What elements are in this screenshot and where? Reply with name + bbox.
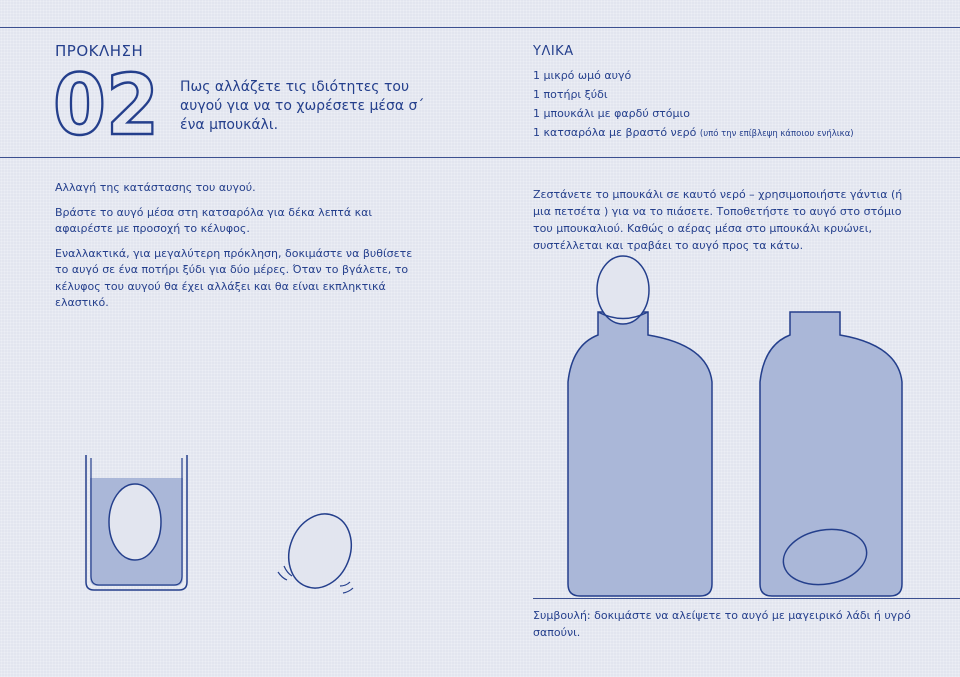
egg-on-bottle [597, 256, 649, 324]
material-item: 1 κατσαρόλα με βραστό νερό (υπό την επίβλεψη κάποιου ενήλικα) [533, 126, 854, 139]
challenge-label: ΠΡΟΚΛΗΣΗ [55, 42, 144, 60]
egg-in-vinegar [109, 484, 161, 560]
instructions-right: Ζεστάνετε το μπουκάλι σε καυτό νερό – χρησιμοποιήστε γάντια (ή μια πετσέτα ) για να το πιάσετε. Τοποθετήστε το αυγό στο στόμιο του μπουκαλιού. Καθώς ο αέρας μέσα στο μπουκάλι κρυώνει, συστέλλεται και τραβάει το αυγό προς τα κάτω. [533, 188, 903, 252]
step-heading: Αλλαγή της κατάστασης του αυγού. [55, 181, 256, 194]
material-item: 1 μικρό ωμό αυγό [533, 69, 632, 82]
bounce-mark-right [340, 582, 353, 593]
bottle-left [568, 312, 712, 596]
step-vinegar: Εναλλακτικά, για μεγαλύτερη πρόκληση, δοκιμάστε να βυθίσετε το αυγό σε ένα ποτήρι ξύδι για δύο μέρες. Όταν το βγάλετε, το κέλυφος του αυγού θα έχει αλλάξει και θα είναι εκπληκτικά ελαστικό. [55, 246, 413, 309]
supervision-note: (υπό την επίβλεψη κάποιου ενήλικα) [699, 129, 854, 139]
bottle-egg-inside-illustration [760, 312, 902, 596]
material-item: 1 μπουκάλι με φαρδύ στόμιο [533, 107, 690, 120]
step-boil: Βράστε το αυγό μέσα στη κατσαρόλα για δέκα λεπτά και αφαιρέστε με προσοχή το κέλυφος. [55, 205, 373, 235]
glass-illustration [86, 455, 187, 590]
challenge-number-text: 02 [53, 62, 159, 142]
bouncing-egg [278, 505, 362, 598]
materials-title: ΥΛΙΚΑ [533, 44, 574, 59]
material-item: 1 ποτήρι ξύδι [533, 88, 608, 101]
bouncing-egg-illustration [278, 505, 362, 598]
headline: Πως αλλάζετε τις ιδιότητες του αυγού για να το χωρέσετε μέσα σ΄ ένα μπουκάλι. [180, 79, 425, 133]
tip-text: Συμβουλή: δοκιμάστε να αλείψετε το αυγό με μαγειρικό λάδι ή υγρό σαπούνι. [533, 609, 911, 639]
bottle-egg-on-top-illustration [568, 256, 712, 596]
